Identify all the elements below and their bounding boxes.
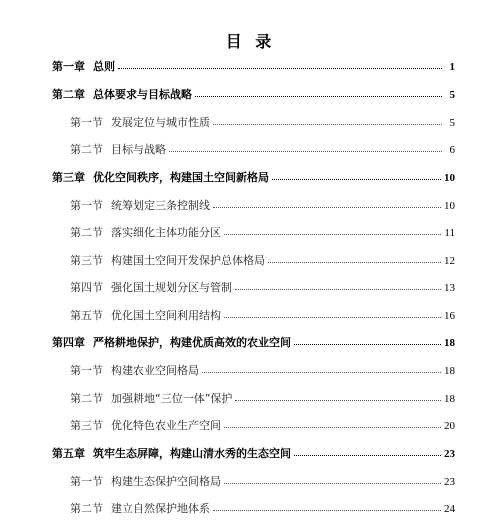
toc-entry-section[interactable] (70, 418, 455, 434)
entry-page-number: 12 (444, 255, 455, 267)
entry-number: 第二节 (70, 143, 103, 156)
entry-number: 第四节 (70, 281, 103, 294)
entry-page-number: 6 (449, 144, 455, 156)
entry-title: 强化国土规划分区与管制 (111, 281, 232, 294)
toc-entry-section[interactable] (70, 280, 455, 296)
entry-page-number: 1 (449, 61, 455, 73)
entry-title: 加强耕地“三位一体”保护 (111, 392, 233, 405)
page-title: 目 录 (225, 32, 276, 51)
entry-title: 优化空间秩序，构建国土空间新格局 (93, 171, 269, 184)
toc-entry-section[interactable] (70, 253, 455, 269)
entry-number: 第二节 (70, 502, 103, 515)
dot-leader (224, 224, 441, 235)
entry-title: 总则 (93, 60, 115, 73)
entry-number: 第三节 (70, 254, 103, 267)
dot-leader (294, 334, 441, 345)
toc-entry-chapter[interactable] (52, 446, 455, 462)
entry-title: 构建国土空间开发保护总体格局 (111, 254, 265, 267)
entry-number: 第三章 (52, 171, 85, 184)
dot-leader (224, 417, 441, 428)
entry-page-number: 24 (444, 503, 455, 515)
entry-page-number: 23 (444, 476, 455, 488)
entry-title: 严格耕地保护，构建优质高效的农业空间 (93, 336, 291, 349)
entry-number: 第二章 (52, 88, 85, 101)
dot-leader (202, 362, 441, 373)
dot-leader (195, 86, 442, 97)
entry-page-number: 18 (444, 393, 455, 405)
entry-title: 统筹划定三条控制线 (111, 199, 210, 212)
entry-page-number: 10 (444, 200, 455, 212)
dot-leader (235, 279, 441, 290)
entry-number: 第一节 (70, 199, 103, 212)
toc-entry-chapter[interactable] (52, 170, 455, 186)
entry-number: 第二节 (70, 226, 103, 239)
toc-entry-chapter[interactable] (52, 59, 455, 75)
toc-entry-section[interactable] (70, 115, 455, 131)
entry-number: 第四章 (52, 336, 85, 349)
toc-entry-chapter[interactable] (52, 335, 455, 351)
entry-title: 建立自然保护地体系 (111, 502, 210, 515)
dot-leader (224, 307, 441, 318)
entry-page-number: 10 (444, 172, 455, 184)
entry-page-number: 5 (449, 89, 455, 101)
toc-entry-section[interactable] (70, 501, 455, 517)
entry-title: 落实细化主体功能分区 (111, 226, 221, 239)
entry-number: 第一章 (52, 60, 85, 73)
entry-title: 构建生态保护空间格局 (111, 475, 221, 488)
entry-number: 第一节 (70, 364, 103, 377)
entry-page-number: 16 (444, 310, 455, 322)
entry-title: 优化国土空间利用结构 (111, 309, 221, 322)
entry-number: 第五章 (52, 447, 85, 460)
entry-page-number: 20 (444, 420, 455, 432)
toc-entry-section[interactable] (70, 198, 455, 214)
entry-title: 目标与战略 (111, 143, 166, 156)
dot-leader (235, 390, 441, 401)
entry-page-number: 13 (444, 282, 455, 294)
entry-title: 总体要求与目标战略 (93, 88, 192, 101)
dot-leader (224, 473, 441, 484)
entry-title: 筑牢生态屏障，构建山清水秀的生态空间 (93, 447, 291, 460)
toc-entry-section[interactable] (70, 142, 455, 158)
toc-entry-section[interactable] (70, 474, 455, 490)
entry-title: 发展定位与城市性质 (111, 116, 210, 129)
entry-page-number: 5 (449, 117, 455, 129)
dot-leader (268, 252, 441, 263)
entry-page-number: 23 (444, 448, 455, 460)
toc-entry-chapter[interactable] (52, 87, 455, 103)
toc-entry-section[interactable] (70, 363, 455, 379)
entry-page-number: 18 (444, 365, 455, 377)
toc-entry-section[interactable] (70, 308, 455, 324)
toc-entry-section[interactable] (70, 391, 455, 407)
entry-title: 构建农业空间格局 (111, 364, 199, 377)
entry-page-number: 18 (444, 337, 455, 349)
dot-leader (272, 169, 441, 180)
entry-number: 第五节 (70, 309, 103, 322)
dot-leader (294, 445, 441, 456)
toc-entry-section[interactable] (70, 225, 455, 241)
entry-number: 第二节 (70, 392, 103, 405)
dot-leader (213, 500, 441, 511)
dot-leader (118, 58, 442, 69)
entry-number: 第三节 (70, 419, 103, 432)
entry-title: 优化特色农业生产空间 (111, 419, 221, 432)
dot-leader (213, 114, 442, 125)
dot-leader (213, 197, 441, 208)
entry-page-number: 11 (444, 227, 455, 239)
entry-number: 第一节 (70, 116, 103, 129)
dot-leader (169, 141, 442, 152)
entry-number: 第一节 (70, 475, 103, 488)
